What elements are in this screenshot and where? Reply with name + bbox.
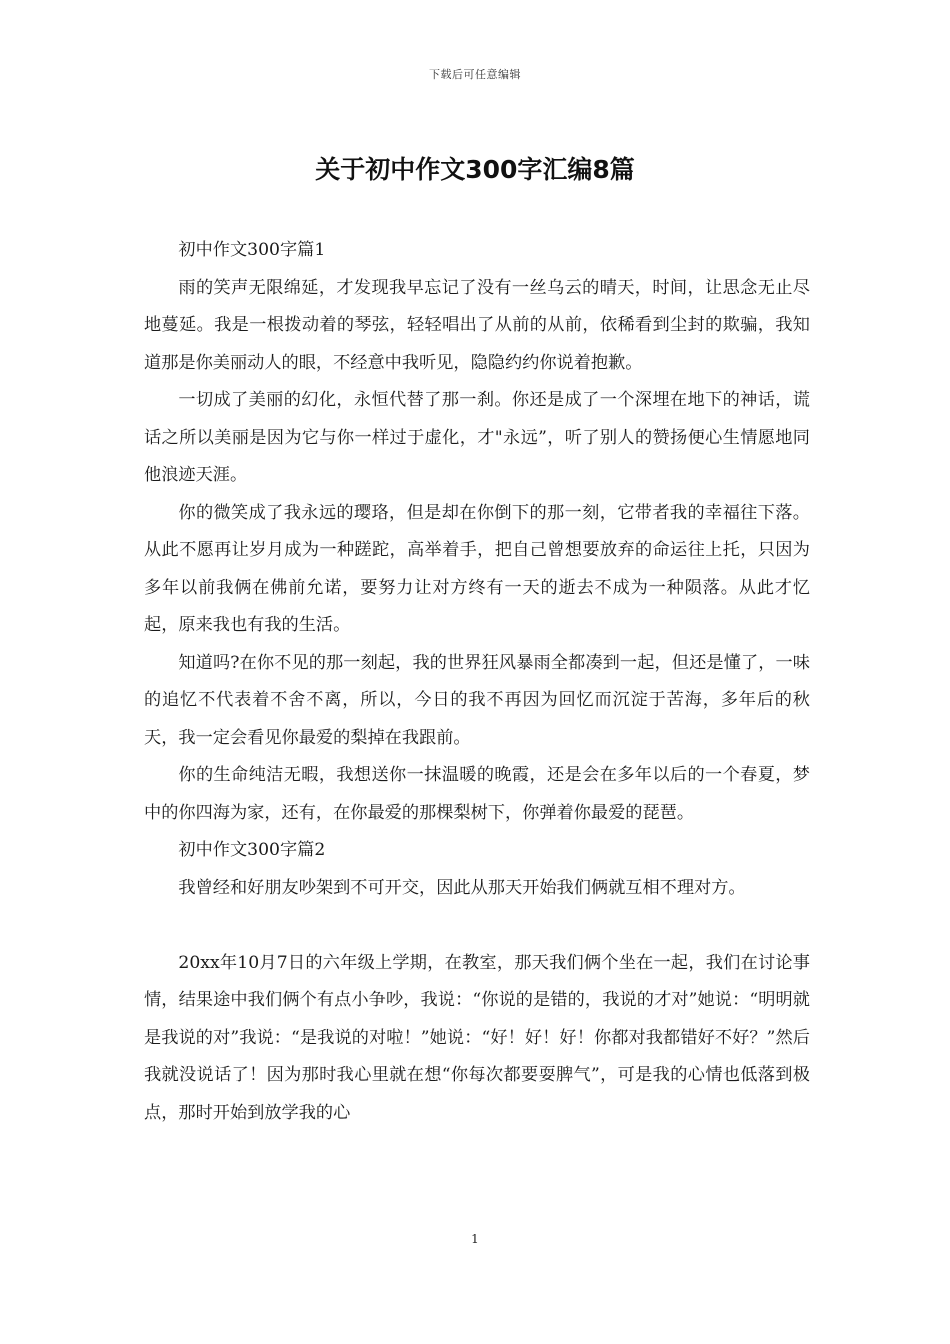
section-heading-1: 初中作文300字篇1 — [178, 240, 326, 260]
blank-line — [144, 907, 810, 945]
page-header: 下载后可任意编辑 — [429, 68, 521, 81]
document-body — [144, 232, 810, 1132]
document-title: 关于初中作文300字汇编8篇 — [315, 155, 635, 184]
paragraph: 你的生命纯洁无暇，我想送你一抹温暖的晚霞，还是会在多年以后的一个春夏，梦中的你四海为家，还有，在你最爱的那棵梨树下，你弹着你最爱的琵琶。 — [144, 765, 810, 823]
section-heading-2: 初中作文300字篇2 — [178, 840, 326, 860]
paragraph: 你的微笑成了我永远的璎珞，但是却在你倒下的那一刻，它带者我的幸福往下落。从此不愿再让岁月成为一种蹉跎，高举着手，把自己曾想要放弃的命运往上托，只因为多年以前我俩在佛前允诺，要努力让对方终有一天的逝去不成为一种陨落。从此才忆起，原来我也有我的生活。 — [144, 502, 810, 635]
paragraph: 一切成了美丽的幻化，永恒代替了那一刹。你还是成了一个深埋在地下的神话，谎话之所以美丽是因为它与你一样过于虚化，才"永远”，听了别人的赞扬便心生情愿地同他浪迹天涯。 — [144, 390, 810, 485]
paragraph: 雨的笑声无限绵延，才发现我早忘记了没有一丝乌云的晴天，时间，让思念无止尽地蔓延。我是一根拨动着的琴弦，轻轻唱出了从前的从前，依稀看到尘封的欺骗，我知道那是你美丽动人的眼，不经意中我听见，隐隐约约你说着抱歉。 — [144, 277, 810, 373]
paragraph: 知道吗?在你不见的那一刻起，我的世界狂风暴雨全都凑到一起，但还是懂了，一味的追忆不代表着不舍不离，所以，今日的我不再因为回忆而沉淀于苦海，多年后的秋天，我一定会看见你最爱的梨掉在我跟前。 — [144, 652, 810, 748]
paragraph: 20xx年10月7日的六年级上学期，在教室，那天我们俩个坐在一起，我们在讨论事情，结果途中我们俩个有点小争吵，我说：“你说的是错的，我说的才对”她说：“明明就是我说的对”我说：“是我说的对啦！”她说：“好！好！好！你都对我都错好不好？”然后我就没说话了！因为那时我心里就在想“你每次都要耍脾气”，可是我的心情也低落到极点，那时开始到放学我的心 — [144, 952, 810, 1123]
page-number: 1 — [471, 1232, 479, 1246]
paragraph: 我曾经和好朋友吵架到不可开交，因此从那天开始我们俩就互相不理对方。 — [178, 877, 746, 898]
